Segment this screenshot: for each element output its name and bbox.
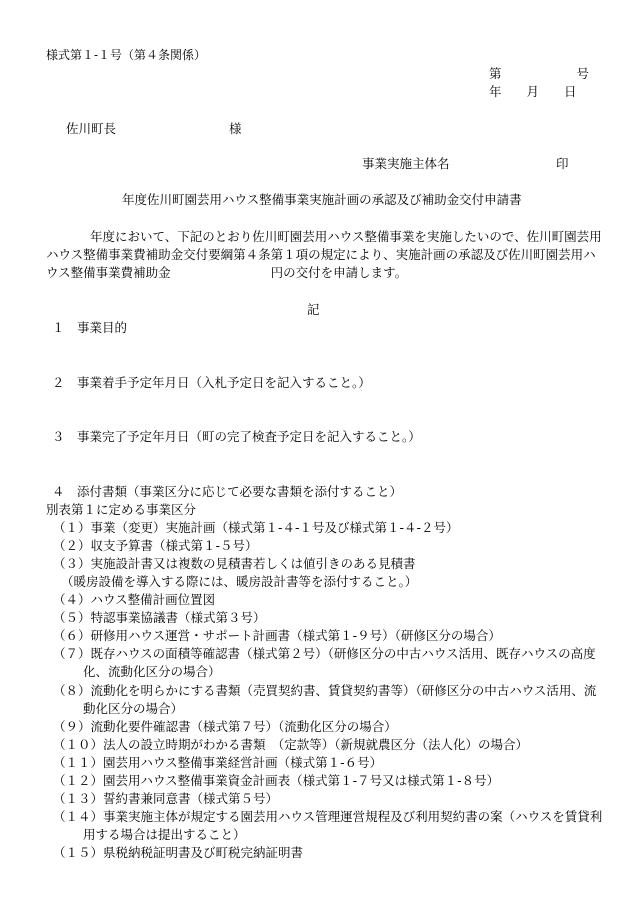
attachment-item-4: （４）ハウス整備計画位置図 xyxy=(53,592,216,607)
attachment-item-10: （１０）法人の設立時期がわかる書類 （定款等）（新規就農区分（法人化）の場合） xyxy=(53,737,529,752)
attachment-item-7-line-2: 化、流動化区分の場合） xyxy=(83,664,221,679)
seal-mark: 印 xyxy=(556,156,569,171)
section-4-heading: ４ 添付書類（事業区分に応じて必要な書類を添付すること） xyxy=(52,484,403,499)
attachment-item-5: （５）特認事業協議書（様式第３号） xyxy=(53,610,266,625)
addressee-name: 佐川町長 xyxy=(66,121,117,136)
attachments-intro: 別表第１に定める事業区分 xyxy=(46,502,197,517)
attachment-item-2: （２）収支予算書（様式第１-５号） xyxy=(53,538,258,553)
document-number-label: 第 号 xyxy=(489,66,590,81)
attachment-item-11: （１１）園芸用ハウス整備事業経営計画（様式第１-６号） xyxy=(53,755,383,770)
attachment-item-8-line-1: （８）流動化を明らかにする書類（売買契約書、賃貸契約書等）（研修区分の中古ハウス活用、流 xyxy=(53,683,597,698)
attachment-item-9: （９）流動化要件確認書（様式第７号）（流動化区分の場合） xyxy=(53,719,397,734)
ki-heading: 記 xyxy=(307,302,320,317)
attachment-item-13: （１３）誓約書兼同意書（様式第５号） xyxy=(53,791,279,806)
attachment-item-8-line-2: 動化区分の場合） xyxy=(83,701,184,716)
body-line-1: 年度において、下記のとおり佐川町園芸用ハウス整備事業を実施したいので、佐川町園芸用 xyxy=(90,229,602,244)
section-3-heading: ３ 事業完了予定年月日（町の完了検査予定日を記入すること。） xyxy=(52,429,421,444)
attachment-item-3-note: （暖房設備を導入する際には、暖房設計書等を添付すること。） xyxy=(61,574,418,589)
form-number: 様式第１-１号（第４条関係） xyxy=(46,48,207,62)
document-title: 年度佐川町園芸用ハウス整備事業実施計画の承認及び補助金交付申請書 xyxy=(122,192,522,207)
applicant-label: 事業実施主体名 xyxy=(362,156,450,171)
attachment-item-15: （１５）県税納税証明書及び町税完納証明書 xyxy=(53,845,304,860)
attachment-item-1: （１）事業（変更）実施計画（様式第１-４-１号及び様式第１-４-２号） xyxy=(53,520,459,535)
attachment-item-3: （３）実施設計書又は複数の見積書若しくは値引きのある見積書 xyxy=(53,556,416,571)
attachment-item-12: （１２）園芸用ハウス整備事業資金計画表（様式第１-７号又は様式第１-８号） xyxy=(53,773,500,788)
section-2-heading: ２ 事業着手予定年月日（入札予定日を記入すること。） xyxy=(52,375,371,390)
attachment-item-14-line-1: （１４）事業実施主体が規定する園芸用ハウス管理運営規程及び利用契約書の案（ハウスを賃貸利 xyxy=(53,809,603,824)
section-1-heading: １ 事業目的 xyxy=(52,320,128,335)
body-line-3: ウス整備事業費補助金 円の交付を申請します。 xyxy=(46,265,408,280)
addressee-honorific: 様 xyxy=(229,121,242,136)
body-line-2: ハウス整備事業費補助金交付要綱第４条第１項の規定により、実施計画の承認及び佐川町園芸用ハ xyxy=(46,247,596,262)
document-date-label: 年 月 日 xyxy=(489,84,577,99)
attachment-item-6: （６）研修用ハウス運営・サポート計画書（様式第１-９号）（研修区分の場合） xyxy=(53,628,501,643)
attachment-item-14-line-2: 用する場合は提出すること） xyxy=(83,827,246,842)
attachment-item-7-line-1: （７）既存ハウスの面積等確認書（様式第２号）（研修区分の中古ハウス活用、既存ハウスの高度 xyxy=(53,646,596,661)
